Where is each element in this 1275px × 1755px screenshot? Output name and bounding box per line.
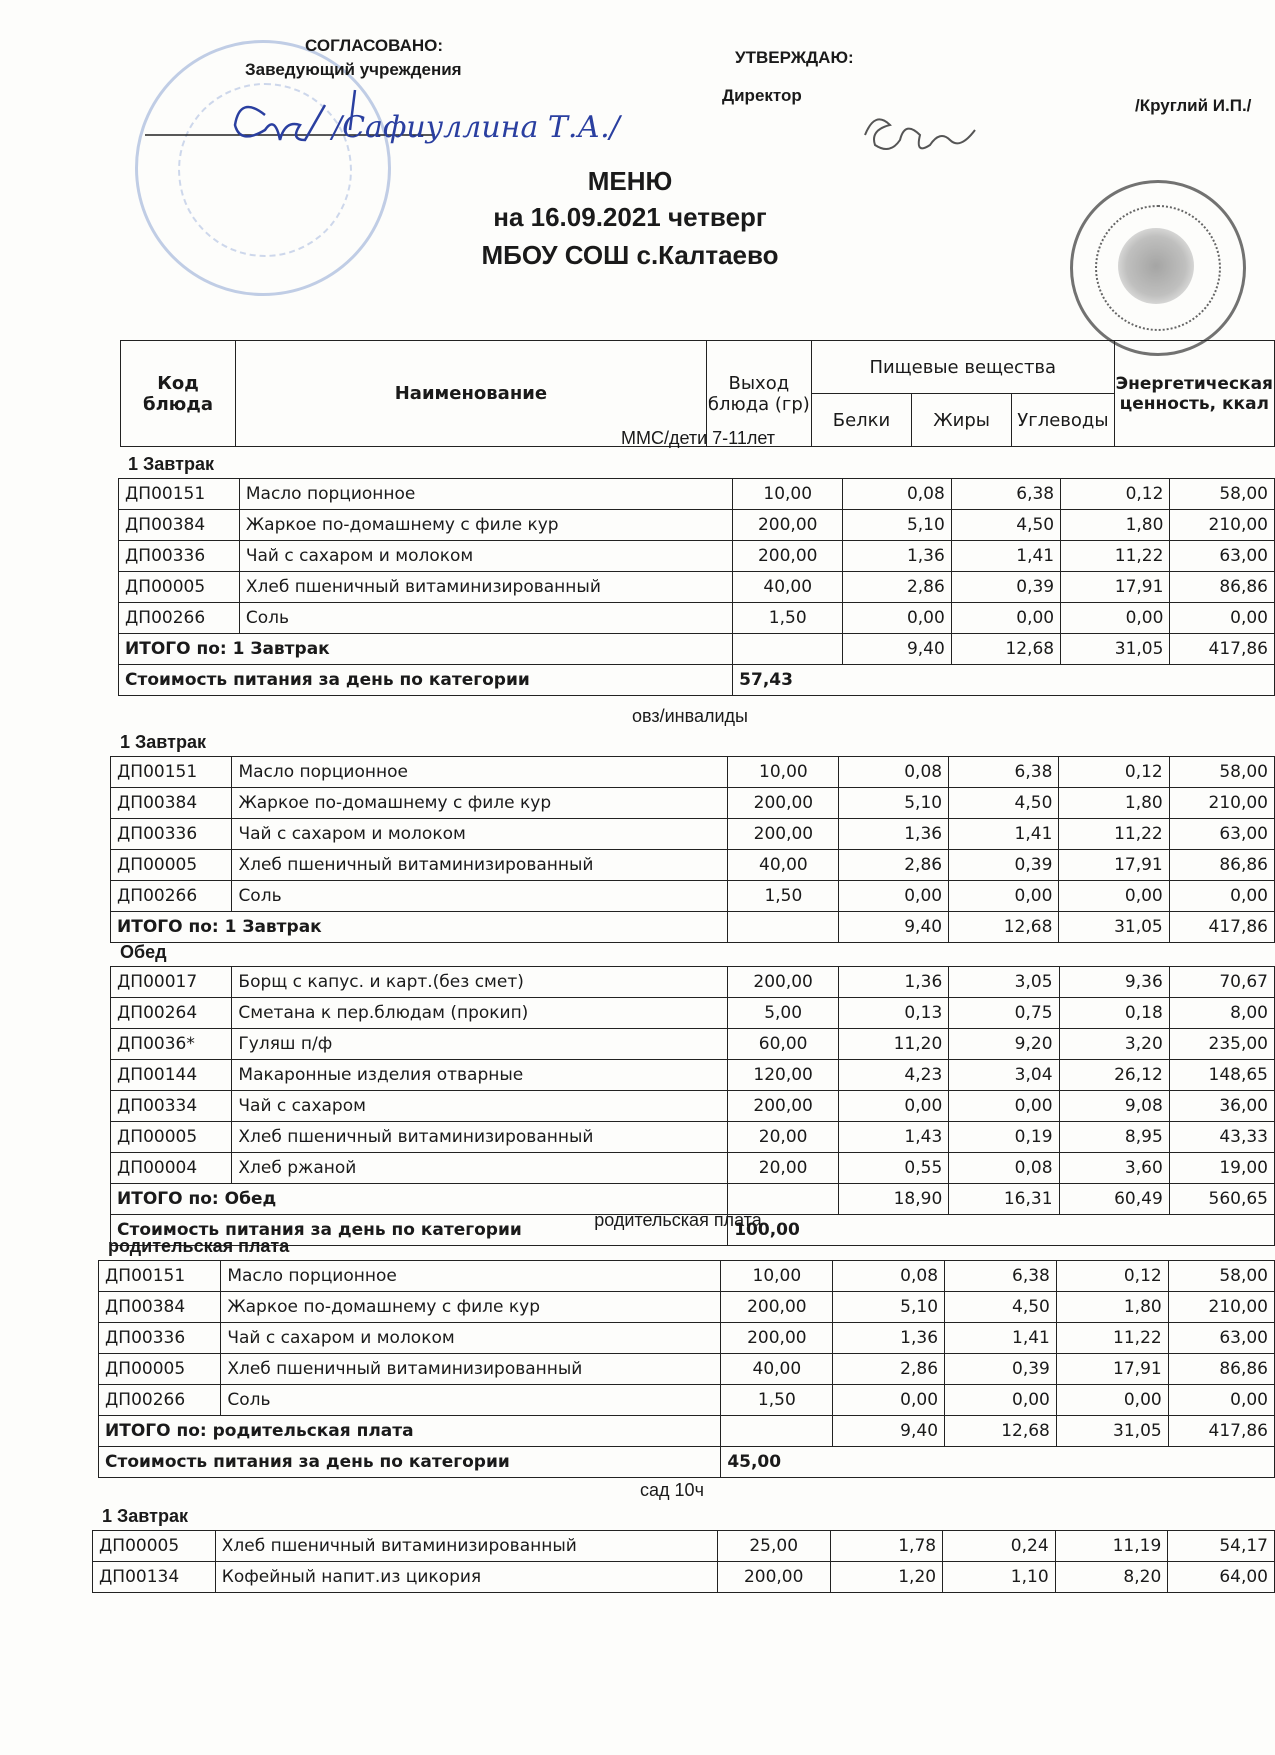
dish-name: Хлеб пшеничный витаминизированный	[232, 1122, 728, 1153]
dish-carbs: 26,12	[1059, 1060, 1169, 1091]
total-fat: 16,31	[949, 1184, 1059, 1215]
meal-title: 1 Завтрак	[128, 454, 214, 474]
col-name-header: Наименование	[236, 341, 707, 447]
dish-code: ДП00144	[111, 1060, 232, 1091]
dish-code: ДП00005	[119, 572, 240, 603]
total-protein: 9,40	[843, 634, 952, 665]
table-row	[93, 1562, 1275, 1593]
total-row	[111, 912, 1275, 943]
dish-name: Хлеб пшеничный витаминизированный	[239, 572, 732, 603]
dish-code: ДП00336	[119, 541, 240, 572]
dish-yield: 200,00	[717, 1562, 830, 1593]
dish-protein: 5,10	[843, 510, 952, 541]
table-row	[111, 1060, 1275, 1091]
dish-code: ДП00384	[99, 1292, 221, 1323]
dish-carbs: 17,91	[1059, 850, 1169, 881]
dish-name: Кофейный напит.из цикория	[215, 1562, 717, 1593]
dish-fat: 3,04	[949, 1060, 1059, 1091]
col-protein-header: Белки	[811, 394, 911, 447]
director-label: Директор	[722, 86, 802, 105]
dish-carbs: 11,22	[1059, 819, 1169, 850]
cost-label: Стоимость питания за день по категории	[99, 1447, 721, 1478]
section-category: родительская плата	[594, 1210, 762, 1230]
dish-carbs: 17,91	[1056, 1354, 1168, 1385]
dish-protein: 0,08	[843, 479, 952, 510]
col-code-header: Код блюда	[121, 341, 236, 447]
dish-yield: 200,00	[733, 541, 843, 572]
dish-yield: 20,00	[728, 1122, 839, 1153]
dish-carbs: 9,08	[1059, 1091, 1169, 1122]
dish-carbs: 3,20	[1059, 1029, 1169, 1060]
dish-carbs: 1,80	[1059, 788, 1169, 819]
dish-fat: 9,20	[949, 1029, 1059, 1060]
cost-value: 100,00	[728, 1215, 1275, 1246]
total-carbs: 60,49	[1059, 1184, 1169, 1215]
dish-fat: 1,41	[949, 819, 1059, 850]
dish-name: Хлеб пшеничный витаминизированный	[232, 850, 728, 881]
dish-energy: 63,00	[1168, 1323, 1274, 1354]
cost-row	[119, 665, 1275, 696]
dish-energy: 0,00	[1169, 881, 1274, 912]
section-category: ММС/дети 7-11лет	[620, 428, 776, 448]
dish-energy: 43,33	[1169, 1122, 1274, 1153]
dish-yield: 20,00	[728, 1153, 839, 1184]
agreed-signature-name: /Сафиуллина Т.А./	[332, 110, 620, 145]
dish-energy: 19,00	[1169, 1153, 1274, 1184]
dish-energy: 210,00	[1169, 788, 1274, 819]
dish-name: Масло порционное	[232, 757, 728, 788]
dish-yield: 200,00	[721, 1323, 833, 1354]
dish-yield: 10,00	[733, 479, 843, 510]
total-energy: 560,65	[1169, 1184, 1274, 1215]
dish-protein: 0,08	[833, 1261, 945, 1292]
table-row	[99, 1323, 1275, 1354]
dish-carbs: 9,36	[1059, 967, 1169, 998]
dish-fat: 0,39	[945, 1354, 1057, 1385]
total-row	[119, 634, 1275, 665]
meal-title: Обед	[120, 942, 167, 962]
dish-fat: 0,39	[951, 572, 1060, 603]
dish-energy: 148,65	[1169, 1060, 1274, 1091]
dish-protein: 1,36	[833, 1323, 945, 1354]
total-label: ИТОГО по: 1 Завтрак	[111, 912, 728, 943]
dish-energy: 86,86	[1170, 572, 1275, 603]
dish-yield: 1,50	[728, 881, 839, 912]
dish-yield: 200,00	[721, 1292, 833, 1323]
dish-carbs: 8,95	[1059, 1122, 1169, 1153]
dish-name: Масло порционное	[221, 1261, 721, 1292]
dish-energy: 58,00	[1169, 757, 1274, 788]
dish-fat: 4,50	[951, 510, 1060, 541]
dish-protein: 2,86	[833, 1354, 945, 1385]
dish-energy: 8,00	[1169, 998, 1274, 1029]
dish-code: ДП00334	[111, 1091, 232, 1122]
table-row	[111, 881, 1275, 912]
table-row	[111, 788, 1275, 819]
dish-yield: 1,50	[733, 603, 843, 634]
table-row	[111, 850, 1275, 881]
dish-yield: 200,00	[728, 967, 839, 998]
dish-code: ДП0036*	[111, 1029, 232, 1060]
dish-name: Соль	[221, 1385, 721, 1416]
dish-protein: 1,36	[839, 967, 949, 998]
dish-fat: 4,50	[949, 788, 1059, 819]
total-carbs: 31,05	[1056, 1416, 1168, 1447]
dish-energy: 63,00	[1169, 819, 1274, 850]
dish-fat: 0,00	[949, 1091, 1059, 1122]
total-protein: 9,40	[833, 1416, 945, 1447]
dish-protein: 0,13	[839, 998, 949, 1029]
dish-energy: 235,00	[1169, 1029, 1274, 1060]
dish-fat: 6,38	[945, 1261, 1057, 1292]
dish-code: ДП00151	[99, 1261, 221, 1292]
menu-date: на 16.09.2021 четверг	[493, 202, 767, 232]
dish-fat: 0,08	[949, 1153, 1059, 1184]
dish-name: Соль	[232, 881, 728, 912]
meal-table	[118, 478, 1275, 696]
total-protein: 18,90	[839, 1184, 949, 1215]
cost-label: Стоимость питания за день по категории	[119, 665, 733, 696]
dish-yield: 60,00	[728, 1029, 839, 1060]
dish-energy: 63,00	[1170, 541, 1275, 572]
dish-fat: 0,19	[949, 1122, 1059, 1153]
signature-director	[855, 100, 1005, 170]
dish-code: ДП00151	[119, 479, 240, 510]
dish-energy: 54,17	[1168, 1531, 1275, 1562]
total-row	[99, 1416, 1275, 1447]
dish-carbs: 1,80	[1056, 1292, 1168, 1323]
dish-fat: 1,41	[945, 1323, 1057, 1354]
table-row	[119, 479, 1275, 510]
dish-protein: 1,78	[830, 1531, 943, 1562]
dish-protein: 5,10	[833, 1292, 945, 1323]
dish-energy: 0,00	[1168, 1385, 1274, 1416]
table-row	[111, 1153, 1275, 1184]
dish-fat: 6,38	[951, 479, 1060, 510]
dish-carbs: 0,18	[1059, 998, 1169, 1029]
total-fat: 12,68	[949, 912, 1059, 943]
head-of-label: Заведующий учреждения	[245, 60, 462, 79]
meal-table	[110, 966, 1275, 1246]
dish-name: Жаркое по-домашнему с филе кур	[232, 788, 728, 819]
total-label: ИТОГО по: Обед	[111, 1184, 728, 1215]
dish-name: Чай с сахаром	[232, 1091, 728, 1122]
table-row	[111, 1029, 1275, 1060]
menu-title: МЕНЮ	[587, 166, 673, 196]
dish-energy: 70,67	[1169, 967, 1274, 998]
agreed-label: СОГЛАСОВАНО:	[305, 36, 444, 55]
dish-carbs: 8,20	[1055, 1562, 1168, 1593]
dish-code: ДП00005	[93, 1531, 216, 1562]
table-row	[119, 510, 1275, 541]
dish-fat: 0,00	[945, 1385, 1057, 1416]
dish-fat: 0,00	[951, 603, 1060, 634]
dish-protein: 0,55	[839, 1153, 949, 1184]
dish-protein: 1,36	[843, 541, 952, 572]
dish-energy: 58,00	[1168, 1261, 1274, 1292]
dish-energy: 86,86	[1168, 1354, 1274, 1385]
meal-table	[98, 1260, 1275, 1478]
dish-energy: 86,86	[1169, 850, 1274, 881]
dish-yield: 40,00	[721, 1354, 833, 1385]
dish-code: ДП00336	[99, 1323, 221, 1354]
meal-title: 1 Завтрак	[120, 732, 206, 752]
table-row	[111, 757, 1275, 788]
dish-protein: 0,00	[839, 881, 949, 912]
dish-yield: 200,00	[728, 1091, 839, 1122]
dish-carbs: 0,00	[1059, 881, 1169, 912]
dish-code: ДП00151	[111, 757, 232, 788]
dish-yield: 200,00	[733, 510, 843, 541]
meal-title: родительская плата	[108, 1236, 290, 1256]
dish-carbs: 3,60	[1059, 1153, 1169, 1184]
total-yield	[728, 912, 839, 943]
dish-fat: 1,10	[943, 1562, 1056, 1593]
dish-code: ДП00266	[119, 603, 240, 634]
dish-fat: 4,50	[945, 1292, 1057, 1323]
dish-code: ДП00266	[111, 881, 232, 912]
dish-code: ДП00005	[111, 850, 232, 881]
total-yield	[721, 1416, 833, 1447]
table-row	[119, 572, 1275, 603]
col-energy-header: Энергетическая ценность, ккал	[1114, 341, 1274, 447]
dish-fat: 0,75	[949, 998, 1059, 1029]
total-energy: 417,86	[1169, 912, 1274, 943]
dish-yield: 40,00	[728, 850, 839, 881]
dish-fat: 0,24	[943, 1531, 1056, 1562]
dish-protein: 2,86	[839, 850, 949, 881]
dish-code: ДП00005	[111, 1122, 232, 1153]
dish-yield: 200,00	[728, 819, 839, 850]
dish-fat: 3,05	[949, 967, 1059, 998]
table-row	[93, 1531, 1275, 1562]
dish-name: Чай с сахаром и молоком	[232, 819, 728, 850]
dish-yield: 10,00	[728, 757, 839, 788]
table-row	[119, 603, 1275, 634]
meal-table	[92, 1530, 1275, 1593]
dish-yield: 25,00	[717, 1531, 830, 1562]
col-fat-header: Жиры	[912, 394, 1012, 447]
dish-yield: 40,00	[733, 572, 843, 603]
dish-code: ДП00384	[111, 788, 232, 819]
table-row	[111, 1122, 1275, 1153]
dish-name: Макаронные изделия отварные	[232, 1060, 728, 1091]
round-stamp-right	[1070, 180, 1246, 356]
total-yield	[733, 634, 843, 665]
dish-protein: 2,86	[843, 572, 952, 603]
dish-name: Жаркое по-домашнему с филе кур	[221, 1292, 721, 1323]
dish-name: Борщ с капус. и карт.(без смет)	[232, 967, 728, 998]
director-name: /Круглий И.П./	[1135, 96, 1252, 115]
dish-protein: 0,00	[833, 1385, 945, 1416]
dish-energy: 64,00	[1168, 1562, 1275, 1593]
dish-name: Соль	[239, 603, 732, 634]
dish-energy: 58,00	[1170, 479, 1275, 510]
dish-protein: 4,23	[839, 1060, 949, 1091]
total-fat: 12,68	[945, 1416, 1057, 1447]
table-row	[99, 1385, 1275, 1416]
dish-name: Чай с сахаром и молоком	[239, 541, 732, 572]
col-yield-header: Выход блюда (гр)	[706, 341, 811, 447]
dish-protein: 1,36	[839, 819, 949, 850]
dish-name: Гуляш п/ф	[232, 1029, 728, 1060]
dish-protein: 0,08	[839, 757, 949, 788]
dish-fat: 1,41	[951, 541, 1060, 572]
dish-code: ДП00017	[111, 967, 232, 998]
dish-carbs: 0,12	[1059, 757, 1169, 788]
dish-protein: 0,00	[843, 603, 952, 634]
dish-carbs: 11,22	[1061, 541, 1170, 572]
dish-yield: 1,50	[721, 1385, 833, 1416]
total-label: ИТОГО по: родительская плата	[99, 1416, 721, 1447]
table-row	[111, 998, 1275, 1029]
dish-carbs: 0,12	[1061, 479, 1170, 510]
dish-name: Хлеб пшеничный витаминизированный	[221, 1354, 721, 1385]
dish-carbs: 0,12	[1056, 1261, 1168, 1292]
dish-yield: 200,00	[728, 788, 839, 819]
table-row	[99, 1261, 1275, 1292]
dish-fat: 0,39	[949, 850, 1059, 881]
dish-carbs: 17,91	[1061, 572, 1170, 603]
total-label: ИТОГО по: 1 Завтрак	[119, 634, 733, 665]
meal-title: 1 Завтрак	[102, 1506, 188, 1526]
cost-row	[99, 1447, 1275, 1478]
table-row	[111, 967, 1275, 998]
dish-energy: 36,00	[1169, 1091, 1274, 1122]
dish-protein: 5,10	[839, 788, 949, 819]
dish-yield: 120,00	[728, 1060, 839, 1091]
dish-protein: 11,20	[839, 1029, 949, 1060]
dish-fat: 6,38	[949, 757, 1059, 788]
dish-yield: 10,00	[721, 1261, 833, 1292]
dish-carbs: 1,80	[1061, 510, 1170, 541]
total-carbs: 31,05	[1061, 634, 1170, 665]
dish-protein: 0,00	[839, 1091, 949, 1122]
dish-energy: 210,00	[1168, 1292, 1274, 1323]
dish-carbs: 11,22	[1056, 1323, 1168, 1354]
col-carbs-header: Углеводы	[1012, 394, 1114, 447]
table-row	[119, 541, 1275, 572]
dish-fat: 0,00	[949, 881, 1059, 912]
col-nutrients-header: Пищевые вещества	[811, 341, 1114, 394]
dish-carbs: 0,00	[1061, 603, 1170, 634]
cost-label: Стоимость питания за день по категории	[111, 1215, 728, 1246]
dish-protein: 1,43	[839, 1122, 949, 1153]
meal-table	[110, 756, 1275, 943]
dish-code: ДП00266	[99, 1385, 221, 1416]
dish-name: Сметана к пер.блюдам (прокип)	[232, 998, 728, 1029]
table-row	[99, 1354, 1275, 1385]
dish-name: Чай с сахаром и молоком	[221, 1323, 721, 1354]
dish-code: ДП00384	[119, 510, 240, 541]
dish-code: ДП00336	[111, 819, 232, 850]
total-fat: 12,68	[951, 634, 1060, 665]
total-energy: 417,86	[1168, 1416, 1274, 1447]
table-row	[111, 819, 1275, 850]
table-row	[111, 1091, 1275, 1122]
approve-label: УТВЕРЖДАЮ:	[735, 48, 854, 67]
section-category: овз/инвалиды	[632, 706, 748, 726]
total-carbs: 31,05	[1059, 912, 1169, 943]
table-row	[99, 1292, 1275, 1323]
dish-carbs: 11,19	[1055, 1531, 1168, 1562]
total-protein: 9,40	[839, 912, 949, 943]
dish-code: ДП00005	[99, 1354, 221, 1385]
dish-name: Хлеб пшеничный витаминизированный	[215, 1531, 717, 1562]
dish-code: ДП00134	[93, 1562, 216, 1593]
dish-code: ДП00004	[111, 1153, 232, 1184]
dish-energy: 0,00	[1170, 603, 1275, 634]
dish-protein: 1,20	[830, 1562, 943, 1593]
dish-code: ДП00264	[111, 998, 232, 1029]
dish-name: Масло порционное	[239, 479, 732, 510]
dish-carbs: 0,00	[1056, 1385, 1168, 1416]
dish-yield: 5,00	[728, 998, 839, 1029]
section-category: сад 10ч	[640, 1480, 704, 1500]
dish-name: Хлеб ржаной	[232, 1153, 728, 1184]
total-energy: 417,86	[1170, 634, 1275, 665]
cost-value: 57,43	[733, 665, 1275, 696]
dish-energy: 210,00	[1170, 510, 1275, 541]
school-name: МБОУ СОШ с.Калтаево	[481, 240, 779, 270]
cost-value: 45,00	[721, 1447, 1275, 1478]
dish-name: Жаркое по-домашнему с филе кур	[239, 510, 732, 541]
